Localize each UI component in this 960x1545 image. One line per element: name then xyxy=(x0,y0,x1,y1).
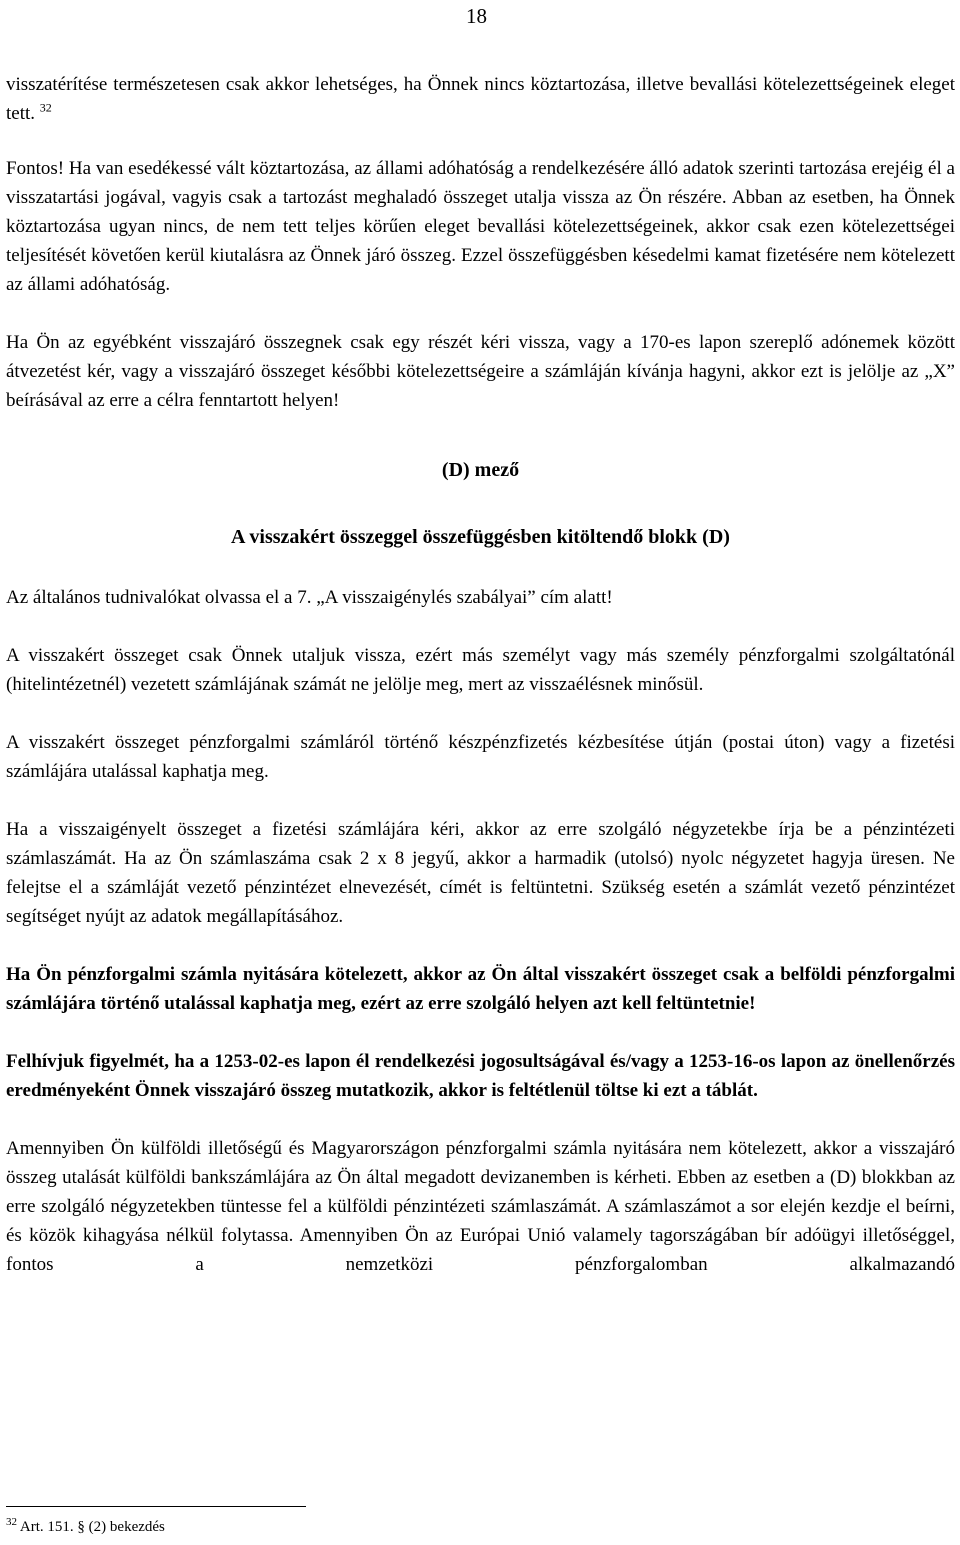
page-number: 18 xyxy=(466,4,487,28)
paragraph-attention-1253: Felhívjuk figyelmét, ha a 1253-02-es lapon él rendelkezési jogosultságával és/vagy a 1253-16-os lapon az önellenőrzés eredményeként Önnek visszajáró összeg mutatkozik, akkor is feltétlenül töltse ki ezt a táblát. xyxy=(6,1051,955,1101)
section-heading-d-field: (D) mező xyxy=(441,459,520,481)
paragraph-general-info: Az általános tudnivalókat olvassa el a 7. „A visszaigénylés szabályai” cím alatt! xyxy=(6,587,613,608)
paragraph-mandatory-account: Ha Ön pénzforgalmi számla nyitására kötelezett, akkor az Ön által visszakért összeget csak a belföldi pénzforgalmi számlájára történő utalással kaphatja meg, ezért az erre szolgáló helyen azt kell feltüntetnie! xyxy=(6,964,955,1014)
important-label: Fontos! xyxy=(6,158,65,179)
paragraph-payment-methods: A visszakért összeget pénzforgalmi számláról történő készpénzfizetés kézbesítése útján (postai úton) vagy a fizetési számlájára utalással kaphatja meg. xyxy=(6,732,955,782)
paragraph-account-number-instructions: Ha a visszaigényelt összeget a fizetési számlájára kéri, akkor az erre szolgáló négyzetekbe írja be a pénzintézeti számlaszámát. Ha az Ön számlaszáma csak 2 x 8 jegyű, akkor a harmadik (utolsó) nyolc négyzetet hagyja üresen. Ne felejtse el a számláját vezető pénzintézet elnevezését, címét is feltüntetni. Szükség esetén a számlát vezető pénzintézet segítséget nyújt az adatok megállapításához. xyxy=(6,819,955,927)
footnote xyxy=(6,1517,165,1537)
paragraph-foreign-residents: Amennyiben Ön külföldi illetőségű és Magyarországon pénzforgalmi számla nyitására nem kötelezett, akkor a visszajáró összeg utalását külföldi bankszámlájára az Ön által megadott devizanemben is kérheti. Ebben az esetben a (D) blokkban az erre szolgáló négyzetekben tüntesse fel a külföldi pénzintézeti számlaszámát. A számlaszámot a sor elején kezdje el beírni, és közök kihagyása nélkül folytassa. Amennyiben Ön az Európai Unió valamely tagországában bír adóügyi illetőséggel, fontos a nemzetközi pénzforgalomban alkalmazandó xyxy=(6,1138,955,1275)
section-heading-block-d: A visszakért összeggel összefüggésben kitöltendő blokk (D) xyxy=(231,526,730,548)
footnote-text: Art. 151. § (2) bekezdés xyxy=(17,1519,165,1535)
page-body xyxy=(6,70,955,1279)
paragraph-partial-refund: Ha Ön az egyébként visszajáró összegnek csak egy részét kéri vissza, vagy a 170-es lapon szereplő adónemek között átvezetést kér, vagy a visszajáró összeget későbbi kötelezettségeire a számláján kívánja hagyni, akkor ezt is jelölje az „X” beírásával az erre a célra fenntartott helyen! xyxy=(6,332,955,411)
footnote-reference: 32 xyxy=(39,100,52,115)
footnote-separator xyxy=(6,1506,306,1507)
paragraph-own-account-only: A visszakért összeget csak Önnek utaljuk vissza, ezért más személyt vagy más személy pénzforgalmi szolgáltatónál (hitelintézetnél) vezetett számlájának számát ne jelölje meg, mert az visszaélésnek minősül. xyxy=(6,645,955,695)
paragraph-important-notice: Fontos! Ha van esedékessé vált köztartozása, az állami adóhatóság a rendelkezésére álló adatok szerinti tartozása erejéig él a visszatartási jogával, vagyis csak a tartozást meghaladó összeget utalja vissza az Ön részére. Abban az esetben, ha Önnek köztartozása ugyan nincs, de nem tett teljes körűen eleget bevallási kötelezettségeinek, akkor csak ezen kötelezettségei teljesítését követően kerül kiutalásra az Önnek járó összeg. Ezzel összefüggésben késedelmi kamat fizetésére nem kötelezett az állami adóhatóság. xyxy=(6,158,955,295)
paragraph-refund-conditions: visszatérítése természetesen csak akkor lehetséges, ha Önnek nincs köztartozása, illetve bevallási kötelezettségeinek eleget tett. $^{32}$ xyxy=(6,74,955,124)
footnote-number: 32 xyxy=(6,1516,17,1528)
